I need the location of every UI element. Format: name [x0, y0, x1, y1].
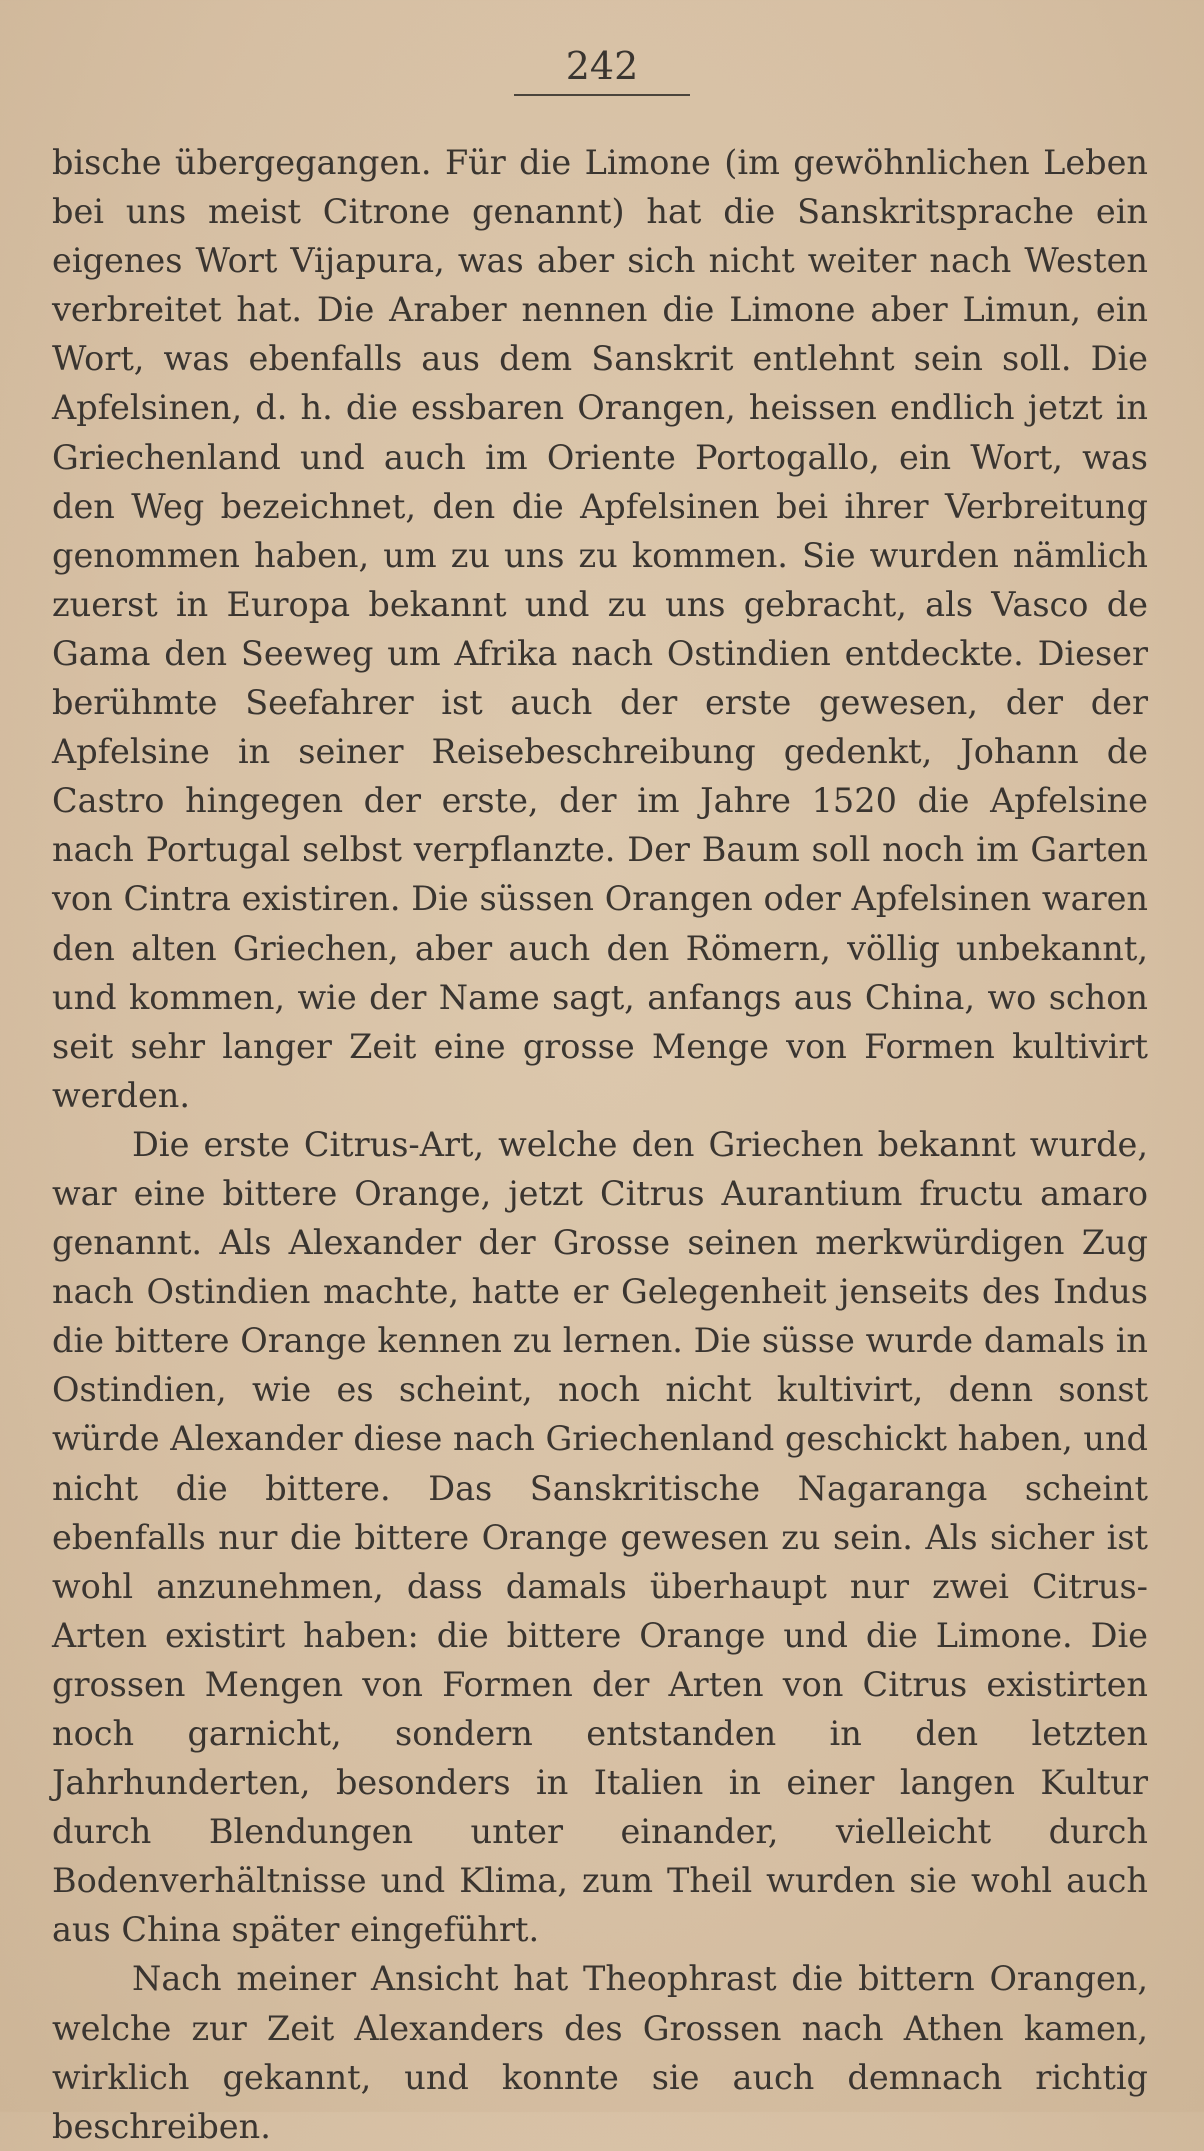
- paragraph-2: Die erste Citrus-Art, welche den Griechen bekannt wurde, war eine bittere Orange, jetzt Citrus Aurantium fructu amaro genannt. Als Alexander der Grosse seinen merkwürdigen Zug nach Ostindien machte, hatte er Gelegenheit jenseits des Indus die bittere Orange kennen zu lernen. Die süsse wurde damals in Ostindien, wie es scheint, noch nicht kultivirt, denn sonst würde Alexander diese nach Griechenland geschickt haben, und nicht die bittere. Das Sanskritische Nagaranga scheint ebenfalls nur die bittere Orange gewesen zu sein. Als sicher ist wohl anzunehmen, dass damals überhaupt nur zwei Citrus-Arten existirt haben: die bittere Orange und die Limone. Die grossen Mengen von Formen der Arten von Citrus existirten noch garnicht, sondern entstanden in den letzten Jahrhunderten, besonders in Italien in einer langen Kultur durch Blendungen unter einander, vielleicht durch Bodenverhältnisse und Klima, zum Theil wurden sie wohl auch aus China später eingeführt.: [52, 1124, 1148, 1950]
- page-body: [52, 138, 1148, 2151]
- paragraph-1: bische übergegangen. Für die Limone (im gewöhnlichen Leben bei uns meist Citrone genannt) hat die Sanskritsprache ein eigenes Wort Vijapura, was aber sich nicht weiter nach Westen verbreitet hat. Die Araber nennen die Limone aber Limun, ein Wort, was ebenfalls aus dem Sanskrit entlehnt sein soll. Die Apfelsinen, d. h. die essbaren Orangen, heissen endlich jetzt in Griechenland und auch im Oriente Portogallo, ein Wort, was den Weg bezeichnet, den die Apfelsinen bei ihrer Verbreitung genommen haben, um zu uns zu kommen. Sie wurden nämlich zuerst in Europa bekannt und zu uns gebracht, als Vasco de Gama den Seeweg um Afrika nach Ostindien entdeckte. Dieser berühmte Seefahrer ist auch der erste gewesen, der der Apfelsine in seiner Reisebeschreibung gedenkt, Johann de Castro hingegen der erste, der im Jahre 1520 die Apfelsine nach Portugal selbst verpflanzte. Der Baum soll noch im Garten von Cintra existiren. Die süssen Orangen oder Apfelsinen waren den alten Griechen, aber auch den Römern, völlig unbekannt, und kommen, wie der Name sagt, anfangs aus China, wo schon seit sehr langer Zeit eine grosse Menge von Formen kultivirt werden.: [52, 143, 1148, 1115]
- paragraph-3: Nach meiner Ansicht hat Theophrast die bittern Orangen, welche zur Zeit Alexanders des Grossen nach Athen kamen, wirklich gekannt, und konnte sie auch demnach richtig beschreiben.: [52, 1959, 1148, 2146]
- page-number: 242: [565, 44, 639, 88]
- header-rule: [514, 94, 690, 96]
